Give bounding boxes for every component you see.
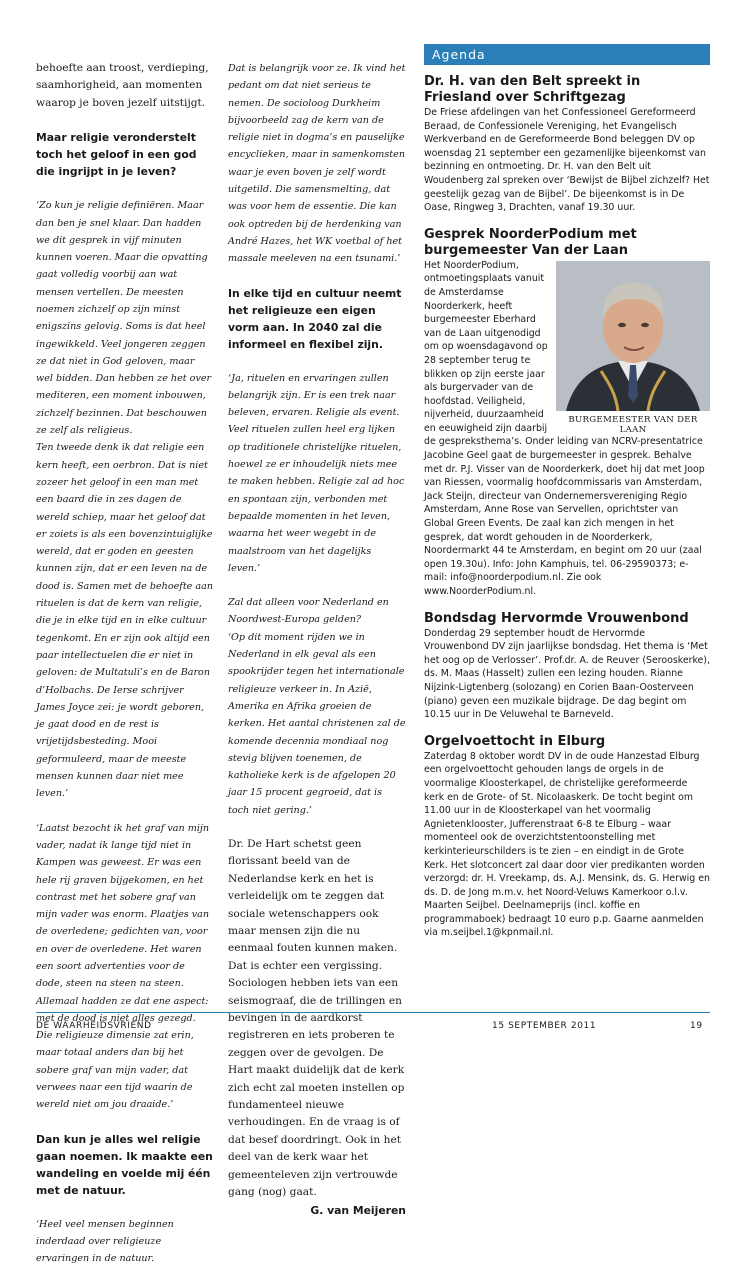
agenda-item-title: Gesprek NoorderPodium met burgemeester Van der Laan — [424, 226, 637, 258]
footer-page-number: 19 — [690, 1021, 703, 1031]
interview-question: Maar religie veronderstelt toch het geloof in een god die ingrijpt in je leven? — [36, 131, 197, 179]
agenda-column — [424, 44, 710, 940]
agenda-item-title: Orgelvoettocht in Elburg — [424, 733, 606, 749]
agenda-item-text: Het NoorderPodium, ontmoetingsplaats vanuit de Amsterdamse Noorderkerk, heeft burgemeester Eberhard van de Laan uitgenodigd om op woensdagavond op 28 september terug te blikken op zijn eerste jaar als burgervader van de hoofdstad. Veiligheid, nijverheid, duurzaamheid en eeuwigheid zijn daarbij de gespreksthema’s. Onder leiding van NCRV-presentatrice Jacobine Geel gaat de burgemeester in gesprek. Behalve met dr. P.J. Visser van de Noorderkerk, doet hij dat met Joop van Riessen, voormalig hoofdcommissaris van Amsterdam, Jack Steijn, directeur van Ondernemersvereniging Regio Amsterdam, Anne Rose van Servellen, oprichtster van Global Green Events. De zaal kan zich mengen in het gesprek, dat wordt gehouden in de Noorderkerk, Noordermarkt 44 te Amsterdam, en begint om 20 uur (zaal open 19.30u). Info: John Kamphuis, tel. 06-29590373; e-mail: info@noorderpodium.nl. Zie ook www.NoorderPodium.nl. — [424, 259, 705, 597]
article-column-2 — [228, 60, 406, 1220]
interview-answer: ‘Zo kun je religie definiëren. Maar dan ben je snel klaar. Dan hadden we dit gesprek in vijf minuten kunnen voeren. Maar die opvatting gaat volledig voorbij aan wat mensen vertellen. De meesten noemen zichzelf op zijn minst enigszins gelovig. Soms is dat heel ingewikkeld. Veel jongeren zeggen ze dat niet in God geloven, maar wel bidden. Dan hebben ze het over mediteren, een moment inbouwen, zichzelf bezinnen. Dat beschouwen ze zelf als religieus. — [36, 200, 212, 437]
article-column-1 — [36, 60, 214, 1268]
paragraph: behoefte aan troost, verdieping, saamhorigheid, aan momenten waarop je boven jezelf uitstijgt. — [36, 62, 209, 109]
interview-answer: Ten tweede denk ik dat religie een kern heeft, een oerbron. Dat is niet zozeer het geloof in een man met een baard die in zes dagen de wereld schiep, maar het geloof dat er zoiets is als een bovenzintuiglijke wereld, dat er goden en geesten kunnen zijn, dat er een leven na de dood is. Samen met de behoefte aan rituelen is dat de kern van religie, die je in elke tijd en in elke cultuur tegenkomt. En er zijn ook altijd een paar intellectuelen die er niet in geloven: de Multatuli’s en de Baron d’Holbachs. De Ierse schrijver James Joyce zei: je wordt geboren, je gaat dood en de rest is vrijetijdsbesteding. Mooi geformuleerd, maar de meeste mensen kunnen daar niet mee leven.’ — [36, 442, 214, 800]
agenda-item-title: Dr. H. van den Belt spreekt in Friesland over Schriftgezag — [424, 74, 641, 105]
footer-publication: DE WAARHEIDSVRIEND — [36, 1021, 152, 1031]
agenda-item-text: De Friese afdelingen van het Confessioneel Gereformeerd Beraad, de Confessionele Vereniging, het Evangelisch Werkverband en de Gereformeerde Bond beleggen DV op woensdag 21 september een gezamenlijke bijeenkomst van bezinning en ontmoeting. Dr. H. van den Belt uit Woudenberg zal spreken over ‘Bewijst de Bijbel zichzelf? Het geestelijk gezag van de Bijbel’. De bijeenkomst is in De Oase, Ringweg 3, Drachten, vanaf 19.30 uur. — [424, 107, 710, 214]
interview-question: Zal dat alleen voor Nederland en Noordwest-Europa gelden? — [228, 597, 389, 626]
interview-question: Dan kun je alles wel religie gaan noemen. Ik maakte een wandeling en voelde mij één met de natuur. — [36, 1132, 213, 1197]
mayor-photo — [556, 261, 710, 411]
footer-divider — [36, 1012, 710, 1013]
photo-caption: BURGEMEESTER VAN DER LAAN — [568, 414, 698, 435]
author-name: G. van Meijeren — [310, 1203, 406, 1217]
portrait-illustration — [556, 261, 710, 411]
interview-answer: Dat is belangrijk voor ze. Ik vind het pedant om dat niet serieus te nemen. De socioloog Durkheim bijvoorbeeld zag de kern van de religie niet in dogma’s en pauselijke encyclieken, maar in samenkomsten waar je even boven je zelf wordt uitgetild. Die samensmelting, dat was voor hem de essentie. Die kan ook optreden bij de herdenking van André Hazes, het WK voetbal of het massale meeleven na een tsunami.’ — [228, 63, 406, 265]
interview-answer: ‘Heel veel mensen beginnen inderdaad over religieuze ervaringen in de natuur. — [36, 1218, 174, 1265]
agenda-item-text: Zaterdag 8 oktober wordt DV in de oude Hanzestad Elburg een orgelvoettocht gehouden langs de orgels in de voormalige Kloosterkapel, de christelijke gereformeerde kerk en de Grote- of St. Nicolaaskerk. De tocht begint om 11.00 uur in de Kloosterkapel van het voormalig Agnietenklooster, Jufferenstraat 6-8 te Elburg – waar momenteel ook de overzichtstentoonstelling met kerkinterieurschilders is te zien – en eindigt in de Grote Kerk. Het slotconcert zal daar door vier predikanten worden verzorgd: dr. H. Vreekamp, ds. A.J. Mensink, ds. G. Herwig en ds. D. de Jong m.m.v. het Noord-Veluws Kamerkoor o.l.v. Maarten Seijbel. Deelnameprijs (incl. koffie en programmaboek) bedraagt 10 euro p.p. Gaarne aanmelden via m.seijbel.1@kpnmail.nl. — [424, 750, 710, 939]
agenda-item-title: Bondsdag Hervormde Vrouwenbond — [424, 610, 689, 626]
interview-answer: ‘Laatst bezocht ik het graf van mijn vader, nadat ik lange tijd niet in Kampen was geweest. Er was een hele rij graven bijgekomen, en het contrast met het sobere graf van mijn vader was enorm. Plaatjes van de overledene; gedichten van, voor en over de overledene. Het waren een soort advertenties voor de dode, steen na steen na steen. Allemaal hadden ze dat ene aspect: met de dood is niet alles gezegd. Die religieuze dimensie zat erin, maar totaal anders dan bij het sobere graf van mijn vader, dat verwees naar een tijd waarin de wereld niet om jou draaide.’ — [36, 822, 210, 1111]
interview-answer: ‘Ja, rituelen en ervaringen zullen belangrijk zijn. Er is een trek naar beleven, ervaren. Religie als event. Veel rituelen zullen heel erg lijken op traditionele christelijke rituelen, hoewel ze er inhoudelijk niets mee te maken hebben. Religie zal ad hoc en spontaan zijn, verbonden met bepaalde momenten in het leven, waarna het weer wegebt in de maalstroom van het dagelijks leven.’ — [228, 372, 405, 574]
agenda-item-text: Donderdag 29 september houdt de Hervormde Vrouwenbond DV zijn jaarlijkse bondsdag. Het thema is ‘Met het oog op de Verlosser’. Prof.dr. A. de Reuver (Serooskerke), ds. M. Maas (Hasselt) zullen een lezing houden. Rianne Nijzink-Ligtenberg (solozang) en Corien Baan-Oosterveen (piano) geven een muzikale bijdrage. De dag begint om 10.15 uur in De Veluwehal te Barneveld. — [424, 627, 710, 721]
closing-paragraph: Dr. De Hart schetst geen florissant beeld van de Nederlandse kerk en het is verleidelijk om te zeggen dat sociale wetenschappers ook maar mensen zijn die nu eenmaal fouten kunnen maken. Dat is echter een vergissing. Sociologen hebben iets van een seismograaf, die de trillingen en bevingen in de aardkorst registreren en iets proberen te zeggen over de gevolgen. De Hart maakt duidelijk dat de kerk zich echt zal moeten instellen op fundamenteel nieuwe verhoudingen. En de vraag is of dat besef doordringt. Ook in het deel van de kerk waar het gemeenteleven zijn vertrouwde gang (nog) gaat. — [228, 837, 405, 1199]
interview-question: In elke tijd en cultuur neemt het religieuze een eigen vorm aan. In 2040 zal die informeel en flexibel zijn. — [228, 286, 402, 351]
interview-answer: ‘Op dit moment rijden we in Nederland in elk geval als een spookrijder tegen het internationale religieuze verkeer in. In Azië, Amerika en Afrika groeien de kerken. Het aantal christenen zal de komende decennia mondiaal nog stevig blijven toenemen, de katholieke kerk is de afgelopen 20 jaar 15 procent gegroeid, dat is toch niet gering.’ — [228, 631, 406, 816]
agenda-header: Agenda — [424, 44, 710, 65]
footer-date: 15 SEPTEMBER 2011 — [492, 1021, 597, 1031]
mayor-photo-block — [556, 261, 710, 435]
